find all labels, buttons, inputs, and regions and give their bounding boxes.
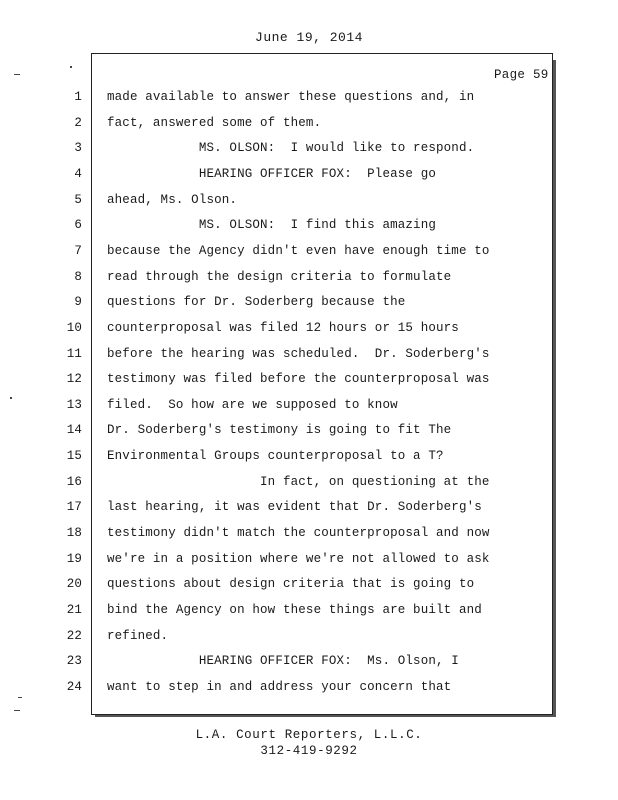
- transcript-line: [0, 398, 618, 416]
- scan-speck: [10, 397, 12, 399]
- line-number: 21: [66, 603, 82, 617]
- line-text: read through the design criteria to formulate: [107, 269, 452, 284]
- line-number: 17: [66, 500, 82, 515]
- page-number-label: Page 59: [494, 68, 549, 82]
- header-date: June 19, 2014: [255, 30, 363, 45]
- transcript-line: [0, 347, 618, 365]
- line-number: 18: [66, 526, 82, 541]
- line-number: 8: [74, 269, 82, 284]
- line-number: 2: [74, 115, 82, 130]
- transcript-line: [0, 475, 618, 493]
- transcript-line: [0, 321, 618, 339]
- transcript-line: [0, 141, 618, 159]
- scan-speck: [18, 697, 22, 698]
- transcript-line: [0, 552, 618, 570]
- line-text: HEARING OFFICER FOX: Ms. Olson, I: [107, 654, 459, 669]
- line-number: 1: [74, 90, 82, 104]
- line-number: 20: [66, 577, 82, 592]
- line-number: 4: [74, 166, 82, 181]
- line-text: questions about design criteria that is going to: [107, 577, 475, 592]
- transcript-line: [0, 372, 618, 390]
- transcript-line: [0, 654, 618, 672]
- line-text: last hearing, it was evident that Dr. Soderberg's: [107, 500, 482, 515]
- line-text: HEARING OFFICER FOX: Please go: [107, 166, 437, 181]
- footer-phone: 312-419-9292: [260, 744, 358, 758]
- line-number: 6: [74, 218, 82, 233]
- line-text: fact, answered some of them.: [107, 115, 322, 130]
- line-number: 16: [66, 474, 82, 489]
- line-text: before the hearing was scheduled. Dr. Soderberg's: [107, 346, 490, 361]
- transcript-line: [0, 577, 618, 595]
- scan-speck: [70, 66, 72, 68]
- line-text: testimony didn't match the counterproposal and now: [107, 526, 490, 541]
- line-text: bind the Agency on how these things are built and: [107, 603, 482, 617]
- line-number: 22: [66, 628, 82, 643]
- transcript-line: [0, 526, 618, 544]
- scan-speck: [14, 74, 20, 75]
- line-text: counterproposal was filed 12 hours or 15 hours: [107, 320, 459, 335]
- transcript-line: [0, 193, 618, 211]
- transcript-line: [0, 629, 618, 647]
- frame-shadow-bottom: [95, 715, 556, 717]
- line-text: refined.: [107, 628, 169, 643]
- line-text: testimony was filed before the counterproposal was: [107, 372, 490, 387]
- line-number: 7: [74, 243, 82, 258]
- transcript-line: [0, 116, 618, 134]
- transcript-line: [0, 603, 618, 621]
- transcript-line: [0, 244, 618, 262]
- line-number: 5: [74, 192, 82, 207]
- line-number: 11: [66, 346, 82, 361]
- line-text: Dr. Soderberg's testimony is going to fit The: [107, 423, 452, 438]
- line-text: Environmental Groups counterproposal to a T?: [107, 449, 444, 464]
- line-number: 3: [74, 141, 82, 156]
- line-text: ahead, Ms. Olson.: [107, 192, 238, 207]
- line-number: 14: [66, 423, 82, 438]
- line-number: 24: [66, 679, 82, 694]
- line-number: 9: [74, 295, 82, 310]
- transcript-line: [0, 449, 618, 467]
- line-text: questions for Dr. Soderberg because the: [107, 295, 406, 310]
- line-number: 12: [66, 372, 82, 387]
- transcript-line: [0, 500, 618, 518]
- line-text: we're in a position where we're not allowed to ask: [107, 551, 490, 566]
- line-text: want to step in and address your concern that: [107, 679, 452, 694]
- line-number: 23: [66, 654, 82, 669]
- scan-speck: [14, 710, 20, 711]
- transcript-line: [0, 90, 618, 108]
- footer-company: L.A. Court Reporters, L.L.C.: [195, 728, 423, 742]
- line-text: because the Agency didn't even have enough time to: [107, 243, 490, 258]
- line-text: filed. So how are we supposed to know: [107, 397, 398, 412]
- line-number: 13: [66, 397, 82, 412]
- line-text: MS. OLSON: I find this amazing: [107, 218, 437, 233]
- line-text: MS. OLSON: I would like to respond.: [107, 141, 475, 156]
- line-number: 19: [66, 551, 82, 566]
- line-text: made available to answer these questions and, in: [107, 90, 475, 104]
- transcript-line: [0, 295, 618, 313]
- line-number: 15: [66, 449, 82, 464]
- transcript-line: [0, 270, 618, 288]
- line-text: In fact, on questioning at the: [107, 474, 490, 489]
- transcript-line: [0, 167, 618, 185]
- transcript-line: [0, 680, 618, 698]
- line-number: 10: [66, 320, 82, 335]
- transcript-line: [0, 218, 618, 236]
- transcript-line: [0, 423, 618, 441]
